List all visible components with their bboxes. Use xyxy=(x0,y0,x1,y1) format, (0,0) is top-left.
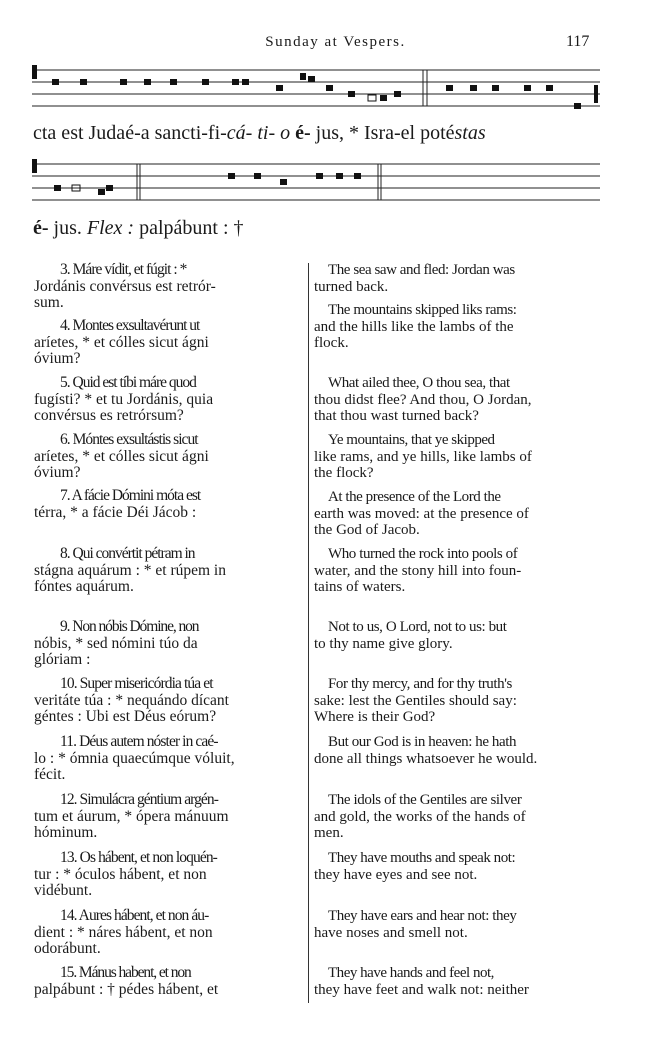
verse-line: óvium? xyxy=(34,350,81,368)
verse-9 xyxy=(34,619,302,669)
verse-line: palpábunt : † pédes hábent, et xyxy=(34,980,219,998)
verse-line: 7. A fácie Dómini móta est xyxy=(60,487,201,504)
translation-line: The idols of the Gentiles are silver xyxy=(328,792,522,808)
verse-12 xyxy=(34,792,302,842)
translation-line: What ailed thee, O thou sea, that xyxy=(328,375,510,391)
verse-line: Jordánis convérsus est retrór- xyxy=(34,277,216,295)
verse-line: veritáte túa : * nequándo dícant xyxy=(34,691,229,709)
verse-line: hóminum. xyxy=(34,824,98,842)
clef xyxy=(32,65,37,79)
verse-line: tur : * óculos hábent, et non xyxy=(34,865,207,883)
verse-line: 3. Máre vídit, et fúgit : * xyxy=(60,261,187,278)
clef xyxy=(32,159,37,173)
verse-line: 8. Qui convértit pétram in xyxy=(60,545,195,562)
verse-line: sum. xyxy=(34,294,64,312)
lyric-segment-bold: é- xyxy=(290,122,311,144)
verse-line: tum et áurum, * ópera mánuum xyxy=(34,807,229,825)
running-header: Sunday at Vespers. xyxy=(265,34,406,50)
verse-11 xyxy=(34,734,302,784)
verse-line: 11. Déus autem nóster in caé- xyxy=(60,733,218,750)
translation-line: earth was moved: at the presence of xyxy=(314,505,529,522)
translation-line: Not to us, O Lord, not to us: but xyxy=(328,619,507,635)
verse-line: convérsus es retrórsum? xyxy=(34,407,184,425)
verse-line: térra, * a fácie Déi Jácob : xyxy=(34,503,197,521)
translation-line: Ye mountains, that ye skipped xyxy=(328,432,495,448)
verse-line: 6. Móntes exsultástis sicut xyxy=(60,431,198,448)
verse-line: 14. Aures hábent, et non áu- xyxy=(60,907,209,924)
verse-line: odorábunt. xyxy=(34,940,101,958)
verse-line: 12. Simulácra géntium argén- xyxy=(60,791,218,808)
translation-line: that thou wast turned back? xyxy=(314,408,479,425)
translation-5 xyxy=(314,375,601,425)
lyric-segment: cta est Judaé-a sancti-fi- xyxy=(33,122,227,144)
translation-line: they have feet and walk not: neither xyxy=(314,981,529,998)
translation-line: flock. xyxy=(314,335,349,352)
verse-5 xyxy=(34,375,302,425)
translation-7 xyxy=(314,489,601,539)
translation-line: They have mouths and speak not: xyxy=(328,850,516,866)
verse-line: 5. Quid est tíbi máre quod xyxy=(60,374,196,391)
translation-13 xyxy=(314,850,601,883)
chant-lyrics-1 xyxy=(33,122,486,145)
translation-line: turned back. xyxy=(314,278,389,295)
lyric-segment-bold: é- xyxy=(33,217,49,239)
translation-line: They have ears and hear not: they xyxy=(328,908,517,924)
verse-line: fóntes aquárum. xyxy=(34,578,134,596)
translation-line: They have hands and feel not, xyxy=(328,965,494,981)
chant-staff-2 xyxy=(28,156,600,214)
translation-line: Who turned the rock into pools of xyxy=(328,546,518,562)
verse-line: fécit. xyxy=(34,766,66,784)
verse-line: vidébunt. xyxy=(34,882,93,900)
lyric-segment: jus. xyxy=(48,217,87,239)
translation-6 xyxy=(314,432,601,482)
translation-4 xyxy=(314,302,601,352)
translation-line: and gold, the works of the hands of xyxy=(314,808,526,825)
column-divider xyxy=(308,263,309,1003)
verse-line: lo : * ómnia quaecúmque vóluit, xyxy=(34,749,235,767)
translation-line: like rams, and ye hills, like lambs of xyxy=(314,448,532,465)
translation-line: The sea saw and fled: Jordan was xyxy=(328,262,515,278)
translation-3 xyxy=(314,262,601,295)
translation-line: done all things whatsoever he would. xyxy=(314,750,538,767)
translation-line: At the presence of the Lord the xyxy=(328,489,501,505)
verse-line: 9. Non nóbis Dómine, non xyxy=(60,618,199,635)
verse-line: fugísti? * et tu Jordánis, quia xyxy=(34,390,214,408)
verse-3 xyxy=(34,262,302,312)
page-number: 117 xyxy=(566,33,590,50)
lyric-segment-italic: stas xyxy=(454,122,486,144)
verse-7 xyxy=(34,488,302,521)
verse-15 xyxy=(34,965,302,998)
verse-13 xyxy=(34,850,302,900)
translation-line: Where is their God? xyxy=(314,709,436,726)
verse-line: stágna aquárum : * et rúpem in xyxy=(34,561,226,579)
verse-line: nóbis, * sed nómini túo da xyxy=(34,634,198,652)
verse-line: 15. Mánus habent, et non xyxy=(60,964,191,981)
verse-line: dient : * náres hábent, et non xyxy=(34,923,213,941)
translation-line: sake: lest the Gentiles should say: xyxy=(314,692,517,709)
translation-line: But our God is in heaven: he hath xyxy=(328,734,517,750)
chant-staff-1 xyxy=(28,62,600,120)
translation-15 xyxy=(314,965,601,998)
translation-10 xyxy=(314,676,601,726)
verse-line: 10. Super misericórdia túa et xyxy=(60,675,213,692)
translation-line: the God of Jacob. xyxy=(314,522,420,539)
chant-lyrics-2 xyxy=(33,217,244,240)
translation-8 xyxy=(314,546,601,596)
translation-line: have noses and smell not. xyxy=(314,924,468,941)
verse-line: óvium? xyxy=(34,464,81,482)
verse-line: aríetes, * et cólles sicut ágni xyxy=(34,333,209,351)
translation-line: water, and the stony hill into foun- xyxy=(314,562,522,579)
translation-line: The mountains skipped liks rams: xyxy=(328,302,517,318)
lyric-segment-italic: cá- ti- o xyxy=(226,122,291,144)
flex-marker: Flex : xyxy=(86,217,135,239)
lyric-segment: palpábunt : † xyxy=(134,217,244,239)
verse-4 xyxy=(34,318,302,368)
verse-line: 4. Montes exsultavérunt ut xyxy=(60,317,200,334)
translation-line: they have eyes and see not. xyxy=(314,866,478,883)
translation-12 xyxy=(314,792,601,842)
translation-line: men. xyxy=(314,825,344,842)
translation-line: to thy name give glory. xyxy=(314,635,453,652)
verse-line: géntes : Ubi est Déus eórum? xyxy=(34,708,217,726)
lyric-segment: jus, * Isra-el poté xyxy=(310,122,455,144)
translation-9 xyxy=(314,619,601,652)
verse-6 xyxy=(34,432,302,482)
translation-line: thou didst flee? And thou, O Jordan, xyxy=(314,391,532,408)
verse-8 xyxy=(34,546,302,596)
translation-line: and the hills like the lambs of the xyxy=(314,318,514,335)
translation-14 xyxy=(314,908,601,941)
translation-line: the flock? xyxy=(314,465,374,482)
verse-14 xyxy=(34,908,302,958)
verse-line: 13. Os hábent, et non loquén- xyxy=(60,849,217,866)
verse-line: aríetes, * et cólles sicut ágni xyxy=(34,447,209,465)
translation-11 xyxy=(314,734,601,767)
translation-line: tains of waters. xyxy=(314,579,406,596)
translation-line: For thy mercy, and for thy truth's xyxy=(328,676,512,692)
verse-10 xyxy=(34,676,302,726)
verse-line: glóriam : xyxy=(34,651,91,669)
